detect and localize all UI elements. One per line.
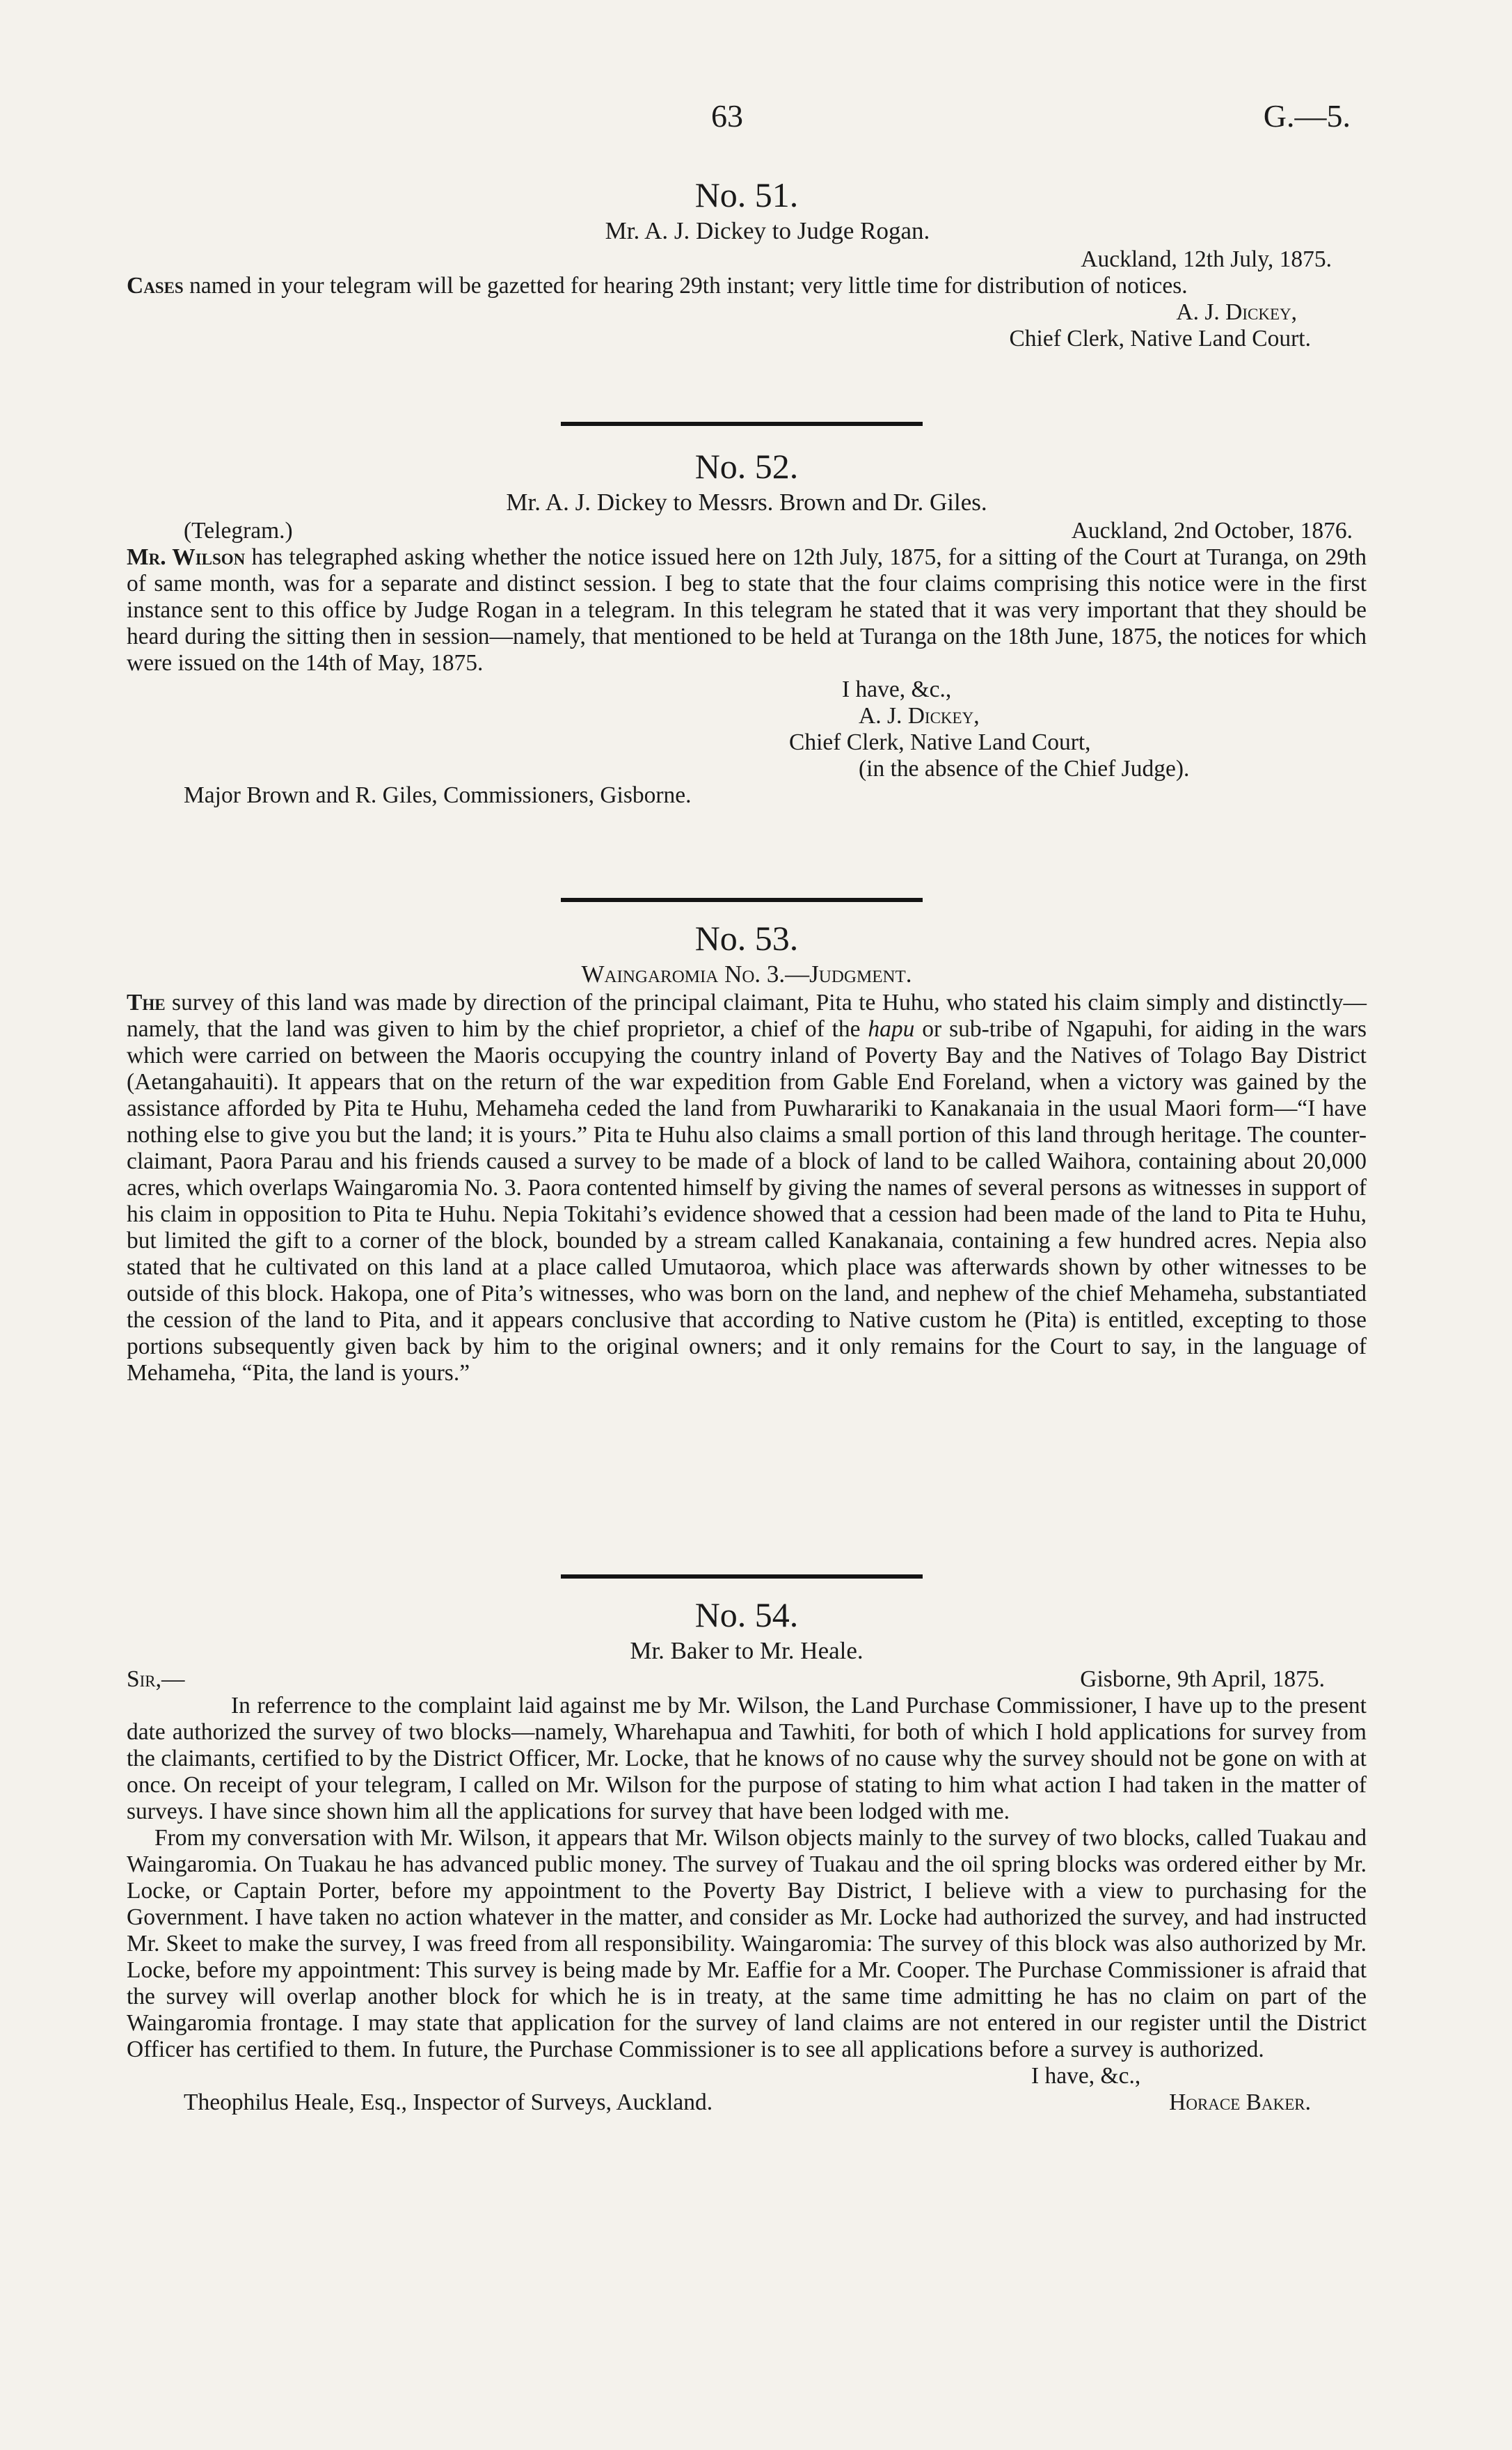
- letter-no54-para1: In referrence to the complaint laid against me by Mr. Wilson, the Land Purchase Commissioner, I have up to the present date authorized the survey of two blocks—namely, Wharehapua and Tawhiti, for both of which I hold applications for survey from the claimants, certified to by the District Officer, Mr. Locke, that he knows of no cause why the survey should not be gone on with at once. On receipt of your telegram, I called on Mr. Wilson for the purpose of stating to him what action I had taken in the matter of surveys. I have since shown him all the applications for survey that have been lodged with me.: [127, 1693, 1367, 1824]
- letter-no52-text: has telegraphed asking whether the notice issued here on 12th July, 1875, for a sitting of the Court at Turanga, on 29th of same month, was for a separate and distinct session. I beg to state that the four claims comprising this notice were in the first instance sent to this office by Judge Rogan in a telegram. In this telegram he stated that it was very important that they should be heard during the sitting then in session—namely, that mentioned to be held at Turanga on the 18th June, 1875, the notices for which were issued on the 14th of May, 1875.: [127, 544, 1367, 676]
- judgment-no53-text-2: or sub-tribe of Ngapuhi, for aiding in the wars which were carried on between the Maoris occupying the country inland of Poverty Bay and the Natives of Tolago Bay District (Aetangahauiti). It appears that on the return of the war expedition from Gable End Foreland, when a victory was gained by the assistance afforded by Pita te Huhu, Mehameha ceded the land from Puwharariki to Kanakanaia in the usual Maori form—“I have nothing else to give you but the land; it is yours.” Pita te Huhu also claims a small portion of this land through heritage. The counter-claimant, Paora Parau and his friends caused a survey to be made of a block of land to be called Waihora, containing about 20,000 acres, which overlaps Waingaromia No. 3. Paora contented himself by giving the names of several persons as witnesses in support of his claim in opposition to Pita te Huhu. Nepia Tokitahi’s evidence showed that a cession had been made of the land to Pita te Huhu, but limited the gift to a corner of the block, bounded by a stream called Kanakanaia, containing a few hundred acres. Nepia also stated that he cultivated on this land at a place called Umutaoroa, which place was afterwards shown by other witnesses to be outside of this block. Hakopa, one of Pita’s witnesses, who was born on the land, and nephew of the chief Mehameha, substantiated the cession of the land to Pita, and it appears conclusive that according to Native custom he (Pita) is entitled, excepting to those portions subsequently given back by him to the original owners; and it only remains for the Court to say, in the language of Mehameha, “Pita, the land is yours.”: [127, 1016, 1367, 1386]
- letter-no51-sig-name: A. J. Dickey,: [1176, 299, 1297, 325]
- letter-no51-place-date: Auckland, 12th July, 1875.: [1081, 246, 1332, 272]
- letter-no52-from-to: Mr. A. J. Dickey to Messrs. Brown and Dr. Giles.: [506, 489, 987, 516]
- letter-no54-addressee: Theophilus Heale, Esq., Inspector of Surveys, Auckland.: [184, 2089, 713, 2115]
- letter-no52-closing: I have, &c.,: [842, 677, 952, 702]
- letter-no54-para2: From my conversation with Mr. Wilson, it appears that Mr. Wilson objects mainly to the survey of two blocks, called Tuakau and Waingaromia. On Tuakau he has advanced public money. The survey of Tuakau and the oil spring blocks was ordered either by Mr. Locke, or Captain Porter, before my appointment to the Poverty Bay District, I believe with a view to purchasing for the Government. I have taken no action whatever in the matter, and consider as Mr. Locke had authorized the survey, and had instructed Mr. Skeet to make the survey, I was freed from all responsibility. Waingaromia: The survey of this block was also authorized by Mr. Locke, before my appointment: This survey is being made by Mr. Eaffie for a Mr. Cooper. The Purchase Commissioner is afraid that the survey will overlap another block for which he is in treaty, at the same time admitting he has no claim on part of the Waingaromia frontage. I may state that application for the survey of land claims are not entered in our register until the District Officer has certified to them. In future, the Purchase Commissioner is to see all applications before a survey is authorized.: [127, 1825, 1367, 2062]
- letter-no54-title: No. 54.: [694, 1595, 799, 1634]
- letter-no51-title: No. 51.: [694, 175, 799, 214]
- page-header: [0, 97, 1512, 146]
- judgment-no53-body: [127, 990, 1367, 1386]
- section-divider: [561, 898, 923, 902]
- document-reference: G.—5.: [1263, 98, 1351, 134]
- page-number: 63: [711, 98, 743, 134]
- judgment-no53-text-1: survey of this land was made by direction of the principal claimant, Pita te Huhu, who stated his claim simply and distinctly—namely, that the land was given to him by the chief proprietor, a chief of the: [127, 990, 1367, 1042]
- letter-no52-sig-name: A. J. Dickey,: [859, 703, 980, 729]
- letter-no54-meta: [127, 1666, 1367, 1693]
- judgment-no53-lead: The: [127, 990, 166, 1015]
- letter-no52-note: (Telegram.): [184, 518, 293, 544]
- letter-no54-sig-name: Horace Baker.: [1169, 2089, 1311, 2115]
- letter-no52-addressee: Major Brown and R. Giles, Commissioners, Gisborne.: [184, 782, 692, 808]
- letter-no52-title: No. 52.: [694, 447, 799, 486]
- judgment-no53-italic: hapu: [868, 1016, 915, 1042]
- letter-no54-closing: I have, &c.,: [1031, 2063, 1141, 2089]
- letter-no51-sig-title: Chief Clerk, Native Land Court.: [1009, 326, 1311, 351]
- letter-no51-text: named in your telegram will be gazetted for hearing 29th instant; very little time for distribution of notices.: [183, 273, 1188, 299]
- letter-no52-body: [127, 544, 1367, 677]
- letter-no52-place-date: Auckland, 2nd October, 1876.: [1071, 518, 1353, 544]
- judgment-no53: [127, 917, 1367, 1386]
- letter-no54-signoff: [127, 2089, 1367, 2116]
- letter-no54-from-to: Mr. Baker to Mr. Heale.: [630, 1637, 864, 1664]
- letter-no51-from-to: Mr. A. J. Dickey to Judge Rogan.: [605, 217, 930, 244]
- letter-no54-salutation: Sir,—: [127, 1666, 185, 1692]
- letter-no52-lead: Mr. Wilson: [127, 544, 246, 570]
- section-divider: [561, 422, 923, 426]
- letter-no52-sig-title: Chief Clerk, Native Land Court,: [789, 729, 1091, 755]
- judgment-no53-title: No. 53.: [694, 919, 799, 958]
- letter-no51-lead: Cases: [127, 273, 184, 299]
- section-divider: [561, 1574, 923, 1579]
- letter-no54: [127, 1594, 1367, 2116]
- letter-no52-meta: [127, 518, 1367, 544]
- letter-no52-sig-note: (in the absence of the Chief Judge).: [859, 756, 1190, 782]
- letter-no51: [127, 174, 1367, 352]
- letter-no54-place-date: Gisborne, 9th April, 1875.: [1080, 1666, 1325, 1692]
- letter-no52: [127, 445, 1367, 809]
- judgment-no53-subtitle: Waingaromia No. 3.—Judgment.: [581, 961, 912, 988]
- letter-no51-body: [127, 273, 1367, 299]
